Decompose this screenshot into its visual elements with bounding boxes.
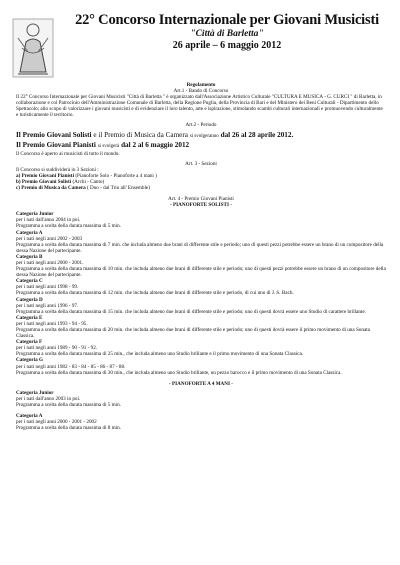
category-name: Categoria Junior [16, 389, 54, 396]
category-block [16, 357, 386, 375]
category-age: per i nati negli anni 1998 - 99. [16, 284, 79, 291]
category-program: Programma a scelta della durata massima di 15 min. che includa almeno due brani di differente stile e periodo; uno di questi dovrà essere uno Studio di carattere brillante. [16, 308, 366, 315]
category-block [16, 297, 386, 315]
category-block [16, 339, 386, 357]
category-age: per i nati negli anni 1982 - 83 - 84 - 85 - 86 - 87 - 88. [16, 363, 126, 370]
document-header [60, 12, 394, 52]
category-age: per i nati negli anni 2000 - 2001 - 2002 [16, 419, 97, 426]
art2-line-2: Il Premio Giovani Pianisti si svolgerà dal 2 al 6 maggio 2012 [16, 141, 190, 150]
category-age: per i nati negli anni 2002 - 2003 [16, 235, 83, 242]
section-pianoforte-solisti: - PIANOFORTE SOLISTI - [170, 202, 232, 209]
section-pianoforte-4-mani: - PIANOFORTE A 4 MANI - [169, 380, 233, 387]
category-age: per i nati negli anni 1996 - 97. [16, 302, 79, 309]
art2-heading: Art.2 - Periodo [185, 121, 217, 128]
category-age: per i nati negli anni 2000 - 2001. [16, 259, 84, 266]
category-age: per i nati negli anni 1993 - 94 - 95. [16, 320, 88, 327]
art1-heading: Art.1 - Bando di Concorso [173, 88, 229, 95]
category-program: Programma a scelta della durata massima di 5 min. [16, 402, 121, 409]
category-block [16, 278, 386, 296]
category-name: Categoria Junior [16, 211, 54, 218]
category-age: per i nati negli anni 1989 - 90 - 91 - 92. [16, 345, 98, 352]
category-name: Categoria G [16, 357, 43, 364]
festival-logo-icon [12, 18, 54, 78]
category-name: Categoria E [16, 314, 43, 321]
category-age: per i nati dall'anno 2003 in poi. [16, 395, 81, 402]
regolamento-heading: Regolamento [186, 82, 216, 88]
category-program: Programma a scelta della durata massima di 12 min. che includa almeno due brani di differente stile e periodo, di cui uno di J. S. Bach. [16, 290, 294, 297]
document-body [16, 82, 386, 431]
category-block [16, 413, 386, 431]
category-name: Categoria A [16, 413, 43, 420]
category-program: Programma a scelta della durata massima di 7 min. che includa almeno due brani di differente stile e periodo; uno di questi pezzi potrebbe essere un brano di un compositore della stessa Nazione del partecipante. [16, 241, 384, 254]
category-block [16, 390, 386, 408]
category-program: Programma a scelta della durata massima di 8 min. [16, 425, 121, 432]
art3-item-a: a) Premio Giovani Pianisti (Pianoforte Solo - Pianoforte a 4 mani ) [16, 172, 157, 179]
category-block [16, 315, 386, 339]
category-name: Categoria D [16, 296, 43, 303]
category-block [16, 211, 386, 229]
art3-heading: Art. 3 - Sezioni [185, 160, 217, 167]
art3-intro: Il Concorso si suddividerà in 3 Sezioni : [16, 166, 99, 173]
art2-line-1: Il Premio Giovani Solisti e il Premio di Musica da Camera si svolgeranno dal 26 al 28 aprile 2012. [16, 130, 294, 139]
art1-paragraph: Il 22° Concorso Internazionale per Giovani Musicisti "Città di Barletta " è organizzato dall'Associazione Artistico Culturale "CULTURA E MUSICA - G. CURCI " di Barletta, in collaborazione e col Patrocinio dell'Amministrazione Comunale di Barletta, della Regione Puglia, della Provincia di Bari e del Ministero dei Beni Culturali - Dipartimento dello Spettacolo; allo scopo di valorizzare i giovani musicisti e di evidenziare il loro talento, arte e ispirazione, stimolando scambi culturali internazionali e promuovendo culturalmente e turisticamente il territorio. [16, 94, 383, 119]
art3-item-c: c) Premio di Musica da Camera ( Duo - dal Trio all' Ensemble) [16, 184, 150, 191]
art4-heading: Art. 4 - Premio Giovani Pianisti [168, 196, 234, 203]
category-program: Programma a scelta della durata massima di 20 min. che includa almeno due brani di differente stile e periodo; uno di questi dovrà essere il primo movimento di una Sonata Classica. [16, 327, 370, 340]
category-block [16, 230, 386, 254]
category-name: Categoria C [16, 278, 43, 285]
category-age: per i nati dall'anno 2004 in poi. [16, 217, 81, 224]
category-name: Categoria B [16, 253, 43, 260]
category-name: Categoria A [16, 229, 43, 236]
category-block [16, 254, 386, 278]
category-program: Programma a scelta della durata massima di 25 min., che includa almeno uno Studio brillante e il primo movimento di una Sonata Classica. [16, 351, 304, 358]
art3-item-b: b) Premio Giovani Solisti (Archi - Canto) [16, 178, 105, 185]
category-program: Programma a scelta della durata massima di 10 min. che includa almeno due brani di differente stile e periodo; uno di questi pezzi potrebbe essere un brano di un compositore della stessa Nazione del partecipante. [16, 266, 386, 279]
competition-dates: 26 aprile – 6 maggio 2012 [172, 40, 282, 51]
art2-line-3: Il Concorso è aperto ai musicisti di tutto il mondo. [16, 151, 120, 158]
category-program: Programma a scelta della durata massima di 30 min., che includa almeno uno Studio brillante, un pezzo barocco e il primo movimento di una Sonata Classica. [16, 369, 342, 376]
category-program: Programma a scelta della durata massima di 5 min. [16, 223, 121, 230]
competition-title: 22° Concorso Internazionale per Giovani Musicisti [75, 12, 379, 28]
competition-subtitle: "Città di Barletta" [190, 29, 264, 39]
category-name: Categoria F [16, 339, 43, 346]
